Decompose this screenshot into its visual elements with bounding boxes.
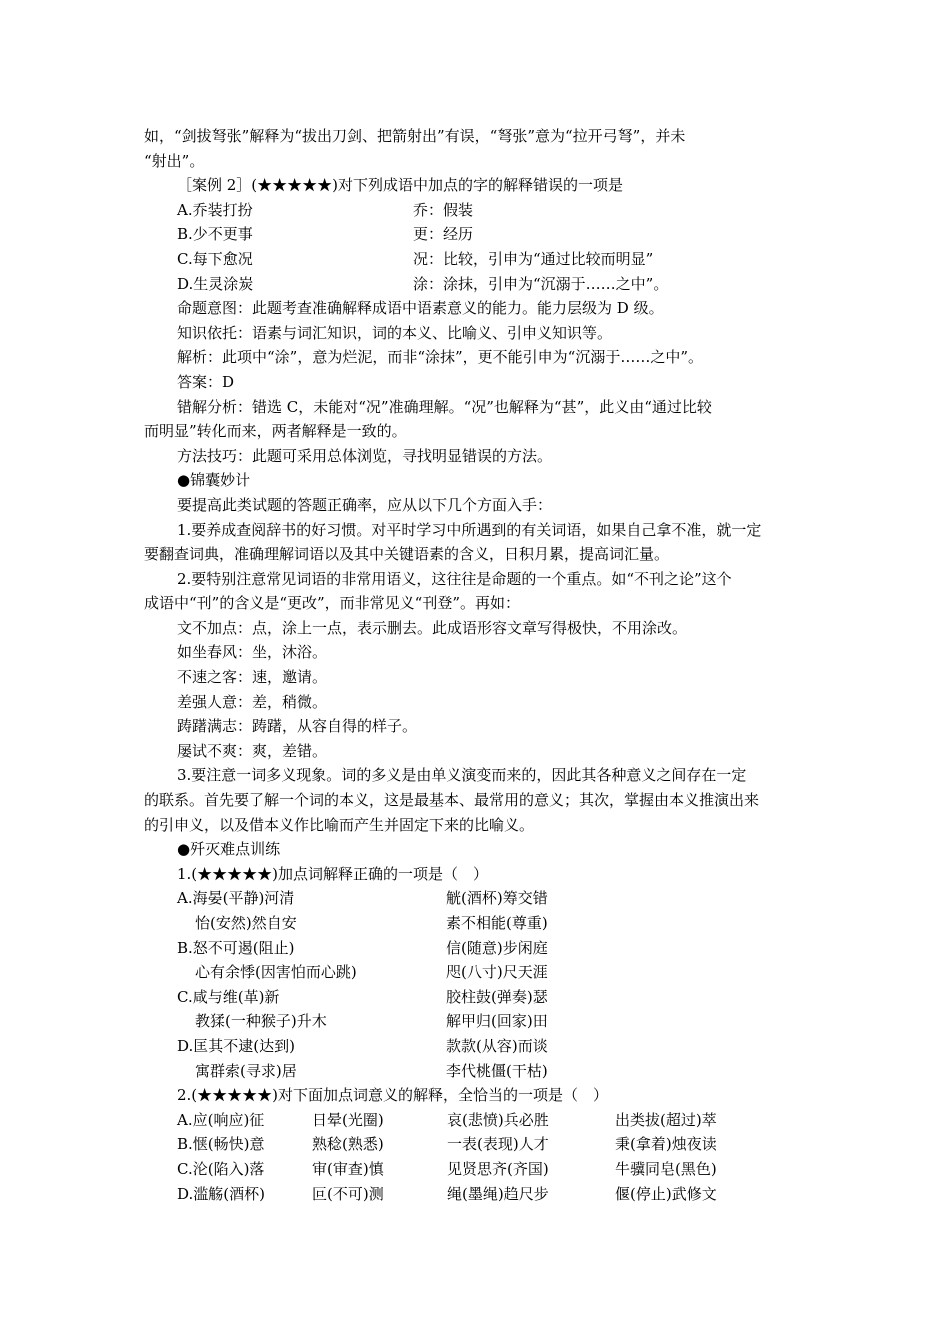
- q1-right-item: 款款(从容)而谈: [446, 1036, 548, 1055]
- q1-stem: 1.(★★★★★)加点词解释正确的一项是（ ）: [177, 864, 489, 883]
- option-explanation: 更：经历: [413, 225, 474, 244]
- q2-item: C.沦(陷入)落: [177, 1159, 265, 1178]
- q2-item: 叵(不可)测: [312, 1184, 384, 1203]
- tips-example: 不速之客：速，邀请。: [177, 668, 328, 687]
- q2-options: [144, 1108, 810, 1206]
- tips-example: 踌躇满志：踌躇，从容自得的样子。: [177, 717, 418, 736]
- q2-item: A.应(响应)征: [177, 1110, 265, 1129]
- q1-left-item: A.海晏(平静)河清: [177, 889, 295, 908]
- case2-answer: 答案：D: [177, 372, 235, 391]
- q2-item: 审(审查)慎: [312, 1159, 384, 1178]
- case2-options: [144, 198, 810, 296]
- q1-right-item: 素不相能(尊重): [446, 914, 548, 932]
- q1-option-row: [144, 1009, 810, 1034]
- case2-method: 方法技巧：此题可采用总体浏览，寻找明显错误的方法。: [177, 446, 553, 465]
- q2-item: D.滥觞(酒杯): [177, 1184, 265, 1203]
- q1-left-item: 怡(安然)然自安: [195, 914, 297, 932]
- case2-error-line-1: 错解分析：错选 C，未能对“况”准确理解。“况”也解释为“甚”，此义由“通过比较: [177, 397, 712, 416]
- tips-p1-line-2: 要翻查词典，准确理解词语以及其中关键语素的含义，日积月累，提高词汇量。: [144, 545, 670, 564]
- q2-item: 出类拔(超过)萃: [615, 1110, 717, 1129]
- option-explanation: 涂：涂抹，引申为“沉溺于……之中”。: [413, 274, 669, 293]
- q1-option-row: [144, 1034, 810, 1059]
- q1-right-item: 觥(酒杯)筹交错: [446, 889, 548, 908]
- q2-option-row: [144, 1182, 810, 1207]
- q2-option-row: [144, 1132, 810, 1157]
- q2-item: 绳(墨绳)趋尺步: [447, 1184, 549, 1203]
- case2-analysis: 解析：此项中“涂”，意为烂泥，而非“涂抹”，更不能引申为“沉溺于……之中”。: [177, 348, 704, 367]
- case2-option: [144, 198, 810, 223]
- q1-options: [144, 886, 810, 1083]
- option-term: D.生灵涂炭: [177, 274, 254, 293]
- q1-option-row: [144, 886, 810, 911]
- case2-option: [144, 272, 810, 297]
- option-explanation: 况：比较，引申为“通过比较而明显”: [413, 249, 654, 268]
- option-term: B.少不更事: [177, 225, 253, 244]
- q1-right-item: 咫(八寸)尺天涯: [446, 963, 548, 982]
- q2-item: 熟稔(熟悉): [312, 1135, 384, 1154]
- case2-title: ［案例 2］(★★★★★)对下列成语中加点的字的解释错误的一项是: [177, 176, 624, 195]
- q2-item: 秉(拿着)烛夜读: [615, 1135, 717, 1154]
- q1-left-item: D.匡其不逮(达到): [177, 1036, 295, 1055]
- tips-example: 差强人意：差，稍微。: [177, 692, 328, 711]
- case2-error-line-2: 而明显”转化而来，两者解释是一致的。: [144, 422, 407, 441]
- option-term: C.每下愈况: [177, 249, 253, 268]
- tips-example: 屡试不爽：爽，差错。: [177, 741, 328, 760]
- tips-example: 文不加点：点，涂上一点，表示删去。此成语形容文章写得极快，不用涂改。: [177, 618, 688, 637]
- q1-left-item: 寓群索(寻求)居: [195, 1061, 297, 1080]
- q1-option-row: [144, 936, 810, 961]
- q1-left-item: C.咸与维(革)新: [177, 987, 280, 1006]
- tips-example: 如坐春风：坐，沐浴。: [177, 643, 328, 662]
- tips-heading: ●锦囊妙计: [177, 471, 251, 490]
- q2-option-row: [144, 1157, 810, 1182]
- q1-right-item: 李代桃僵(干枯): [446, 1061, 548, 1080]
- q1-right-item: 信(随意)步闲庭: [446, 938, 548, 957]
- tips-p3-line-1: 3.要注意一词多义现象。词的多义是由单义演变而来的，因此其各种意义之间存在一定: [177, 766, 747, 785]
- q2-item: 一表(表现)人才: [447, 1135, 549, 1154]
- tips-intro: 要提高此类试题的答题正确率，应从以下几个方面入手：: [177, 495, 553, 514]
- case2-knowledge: 知识依托：语素与词汇知识，词的本义、比喻义、引申义知识等。: [177, 323, 613, 342]
- q2-item: B.惬(畅快)意: [177, 1135, 265, 1154]
- tips-p2-line-2: 成语中“刊”的含义是“更改”，而非常见义“刊登”。再如：: [144, 594, 521, 613]
- intro-line-1: 如，“剑拔弩张”解释为“拔出刀剑、把箭射出”有误，“弩张”意为“拉开弓弩”，并未: [144, 127, 686, 145]
- q1-option-row: [144, 911, 810, 936]
- q2-item: 牛骥同皂(黑色): [615, 1159, 717, 1178]
- q1-option-row: [144, 960, 810, 985]
- case2-option: [144, 222, 810, 247]
- q2-option-row: [144, 1108, 810, 1133]
- tips-p3-line-3: 的引申义，以及借本义作比喻而产生并固定下来的比喻义。: [144, 815, 535, 834]
- case2-intent: 命题意图：此题考查准确解释成语中语素意义的能力。能力层级为 D 级。: [177, 299, 664, 318]
- tips-p1-line-1: 1.要养成查阅辞书的好习惯。对平时学习中所遇到的有关词语，如果自己拿不准，就一定: [177, 520, 762, 539]
- tips-p3-line-2: 的联系。首先要了解一个词的本义，这是最基本、最常用的意义；其次，掌握由本义推演出来: [144, 791, 760, 810]
- q2-item: 见贤思齐(齐国): [447, 1159, 549, 1178]
- q1-option-row: [144, 985, 810, 1010]
- option-explanation: 乔：假装: [413, 200, 474, 219]
- tips-p2-line-1: 2.要特别注意常见词语的非常用语义，这往往是命题的一个重点。如“不刊之论”这个: [177, 569, 732, 588]
- training-heading: ●歼灭难点训练: [177, 840, 281, 859]
- q1-left-item: 心有余悸(因害怕而心跳): [195, 963, 357, 982]
- document-page: [144, 124, 810, 1206]
- q1-right-item: 胶柱鼓(弹奏)瑟: [446, 987, 548, 1006]
- intro-line-2: “射出”。: [144, 151, 205, 170]
- q1-option-row: [144, 1059, 810, 1084]
- q2-item: 日晕(光圈): [312, 1110, 384, 1129]
- q1-left-item: B.怒不可遏(阻止): [177, 938, 295, 957]
- q1-right-item: 解甲归(回家)田: [446, 1012, 548, 1031]
- q1-left-item: 教猱(一种猴子)升木: [195, 1012, 327, 1031]
- option-term: A.乔装打扮: [177, 200, 253, 219]
- q2-item: 偃(停止)武修文: [615, 1184, 717, 1203]
- q2-stem: 2.(★★★★★)对下面加点词意义的解释，全恰当的一项是（ ）: [177, 1086, 609, 1105]
- case2-option: [144, 247, 810, 272]
- q2-item: 哀(悲愤)兵必胜: [447, 1110, 549, 1129]
